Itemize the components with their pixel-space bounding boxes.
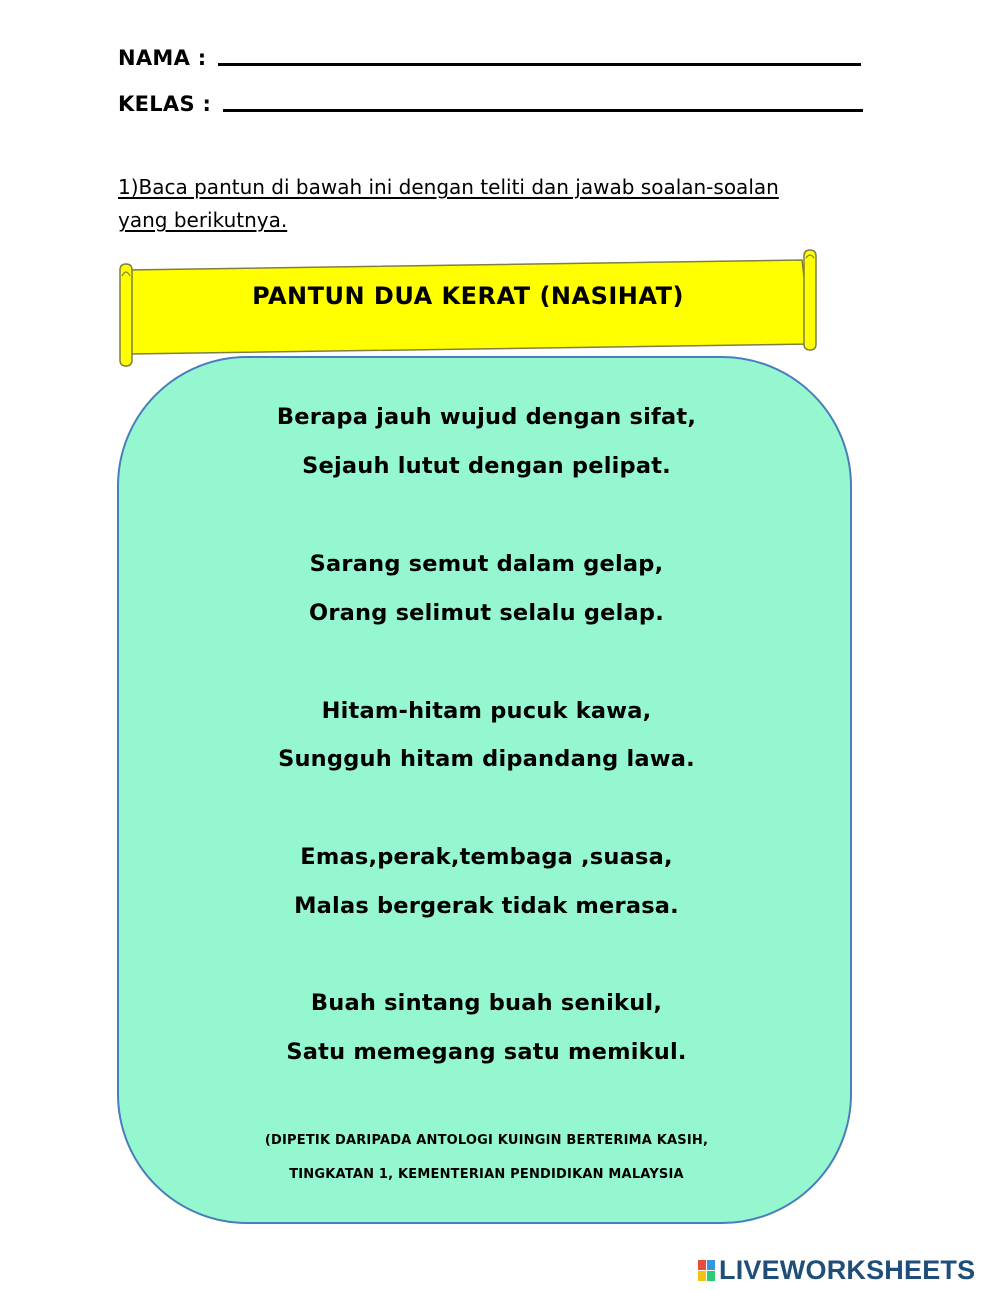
stanza-5-line-1: Buah sintang buah senikul, <box>310 990 663 1016</box>
stanza-2-line-1: Sarang semut dalam gelap, <box>309 551 664 577</box>
title-banner <box>112 248 824 368</box>
stanza-3-line-2: Sungguh hitam dipandang lawa. <box>278 746 695 772</box>
source-line-1: (DIPETIK DARIPADA ANTOLOGI KUINGIN BERTERIMA KASIH, <box>264 1133 709 1148</box>
instruction-line-1: 1)Baca pantun di bawah ini dengan teliti dan jawab soalan-soalan <box>118 175 779 199</box>
class-label: KELAS : <box>118 92 219 116</box>
watermark-text: LIVEWORKSHEETS <box>719 1255 976 1285</box>
source-line-2: TINGKATAN 1, KEMENTERIAN PENDIDIKAN MALAYSIA <box>289 1167 684 1182</box>
stanza-2-line-2: Orang selimut selalu gelap. <box>309 600 664 626</box>
stanza-4-line-2: Malas bergerak tidak merasa. <box>294 893 679 919</box>
stanza-1-line-1: Berapa jauh wujud dengan sifat, <box>276 404 697 430</box>
stanza-3-line-1: Hitam-hitam pucuk kawa, <box>321 698 652 724</box>
name-label: NAMA : <box>118 46 215 70</box>
banner-title: PANTUN DUA KERAT (NASIHAT) <box>252 282 684 310</box>
poem-box <box>117 356 852 1224</box>
class-input-line[interactable] <box>223 108 863 112</box>
class-field-row <box>118 92 863 116</box>
liveworksheets-logo-icon <box>698 1260 715 1281</box>
instruction-text <box>118 171 858 237</box>
stanza-4-line-1: Emas,perak,tembaga ,suasa, <box>300 844 673 870</box>
name-input-line[interactable] <box>218 62 861 66</box>
liveworksheets-watermark <box>698 1255 975 1286</box>
stanza-5-line-2: Satu memegang satu memikul. <box>286 1039 687 1065</box>
instruction-line-2: yang berikutnya. <box>118 208 288 232</box>
stanza-1-line-2: Sejauh lutut dengan pelipat. <box>302 453 671 479</box>
name-field-row <box>118 46 861 70</box>
